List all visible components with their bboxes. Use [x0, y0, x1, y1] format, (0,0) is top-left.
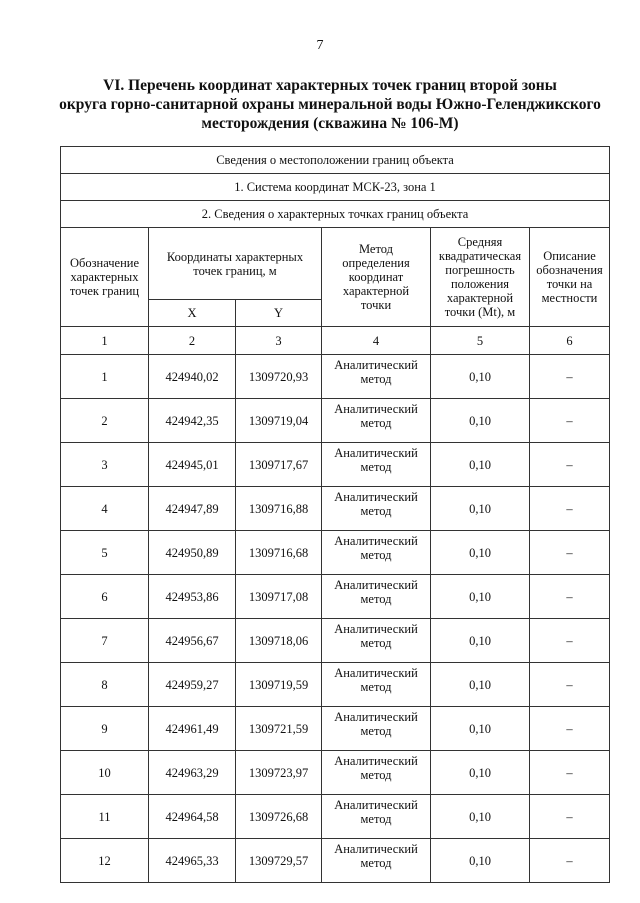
method: Аналитический метод: [322, 531, 431, 575]
coord-y: 1309717,08: [236, 575, 322, 619]
description: –: [530, 399, 610, 443]
accuracy: 0,10: [431, 399, 530, 443]
method: Аналитический метод: [322, 575, 431, 619]
coord-y: 1309720,93: [236, 355, 322, 399]
coord-y: 1309716,88: [236, 487, 322, 531]
points-info-row: 2. Сведения о характерных точках границ объекта: [61, 201, 610, 228]
table-row: [61, 575, 610, 619]
point-number: 2: [61, 399, 149, 443]
point-number: 8: [61, 663, 149, 707]
coord-x: 424963,29: [149, 751, 236, 795]
coord-x: 424945,01: [149, 443, 236, 487]
method: Аналитический метод: [322, 839, 431, 883]
col-number-2: 2: [149, 327, 236, 355]
col-header-coordinates: Координаты характерных точек границ, м: [149, 228, 322, 300]
col-header-method: Метод определения координат характерной точки: [322, 228, 431, 327]
coord-y: 1309719,59: [236, 663, 322, 707]
accuracy: 0,10: [431, 443, 530, 487]
method: Аналитический метод: [322, 751, 431, 795]
method: Аналитический метод: [322, 707, 431, 751]
method: Аналитический метод: [322, 443, 431, 487]
description: –: [530, 663, 610, 707]
coord-y: 1309723,97: [236, 751, 322, 795]
coord-x: 424965,33: [149, 839, 236, 883]
coord-x: 424961,49: [149, 707, 236, 751]
table-row: [61, 443, 610, 487]
coord-y: 1309716,68: [236, 531, 322, 575]
coord-x: 424950,89: [149, 531, 236, 575]
point-number: 3: [61, 443, 149, 487]
description: –: [530, 487, 610, 531]
coord-x: 424959,27: [149, 663, 236, 707]
point-number: 12: [61, 839, 149, 883]
description: –: [530, 443, 610, 487]
accuracy: 0,10: [431, 575, 530, 619]
method: Аналитический метод: [322, 355, 431, 399]
coord-x: 424964,58: [149, 795, 236, 839]
method: Аналитический метод: [322, 487, 431, 531]
accuracy: 0,10: [431, 707, 530, 751]
table-row: [61, 531, 610, 575]
col-number-3: 3: [236, 327, 322, 355]
coord-x: 424942,35: [149, 399, 236, 443]
coord-system-row: 1. Система координат МСК-23, зона 1: [61, 174, 610, 201]
description: –: [530, 575, 610, 619]
table-row: [61, 487, 610, 531]
col-header-y: Y: [236, 300, 322, 327]
table-row: [61, 751, 610, 795]
coord-y: 1309719,04: [236, 399, 322, 443]
accuracy: 0,10: [431, 751, 530, 795]
point-number: 9: [61, 707, 149, 751]
point-number: 4: [61, 487, 149, 531]
description: –: [530, 531, 610, 575]
coord-x: 424953,86: [149, 575, 236, 619]
title-line-1: VI. Перечень координат характерных точек границ второй зоны: [103, 77, 557, 94]
accuracy: 0,10: [431, 795, 530, 839]
document-title: [40, 76, 620, 133]
accuracy: 0,10: [431, 663, 530, 707]
col-header-x: X: [149, 300, 236, 327]
coordinates-table: [60, 146, 610, 883]
coord-y: 1309718,06: [236, 619, 322, 663]
coord-y: 1309726,68: [236, 795, 322, 839]
col-number-6: 6: [530, 327, 610, 355]
accuracy: 0,10: [431, 355, 530, 399]
point-number: 1: [61, 355, 149, 399]
accuracy: 0,10: [431, 619, 530, 663]
coord-x: 424947,89: [149, 487, 236, 531]
col-number-1: 1: [61, 327, 149, 355]
coord-x: 424940,02: [149, 355, 236, 399]
description: –: [530, 751, 610, 795]
title-line-2: округа горно-санитарной охраны минеральной воды Южно-Геленджикского: [59, 96, 601, 113]
table-row: [61, 399, 610, 443]
description: –: [530, 839, 610, 883]
accuracy: 0,10: [431, 531, 530, 575]
coord-y: 1309721,59: [236, 707, 322, 751]
table-row: [61, 707, 610, 751]
title-line-3: месторождения (скважина № 106-М): [201, 115, 459, 132]
accuracy: 0,10: [431, 487, 530, 531]
table-header: Сведения о местоположении границ объекта: [61, 147, 610, 174]
table-row: [61, 839, 610, 883]
point-number: 5: [61, 531, 149, 575]
col-number-5: 5: [431, 327, 530, 355]
method: Аналитический метод: [322, 795, 431, 839]
col-header-designation: Обозначение характерных точек границ: [61, 228, 149, 327]
coord-y: 1309729,57: [236, 839, 322, 883]
table-row: [61, 795, 610, 839]
col-header-accuracy: Средняя квадратическая погрешность положения характерной точки (Mt), м: [431, 228, 530, 327]
page-number: 7: [316, 38, 324, 53]
point-number: 7: [61, 619, 149, 663]
col-number-4: 4: [322, 327, 431, 355]
table-row: [61, 663, 610, 707]
description: –: [530, 795, 610, 839]
point-number: 10: [61, 751, 149, 795]
coord-y: 1309717,67: [236, 443, 322, 487]
table-row: [61, 355, 610, 399]
coord-x: 424956,67: [149, 619, 236, 663]
point-number: 11: [61, 795, 149, 839]
description: –: [530, 355, 610, 399]
point-number: 6: [61, 575, 149, 619]
description: –: [530, 619, 610, 663]
description: –: [530, 707, 610, 751]
col-header-description: Описание обозначения точки на местности: [530, 228, 610, 327]
method: Аналитический метод: [322, 399, 431, 443]
method: Аналитический метод: [322, 663, 431, 707]
accuracy: 0,10: [431, 839, 530, 883]
method: Аналитический метод: [322, 619, 431, 663]
table-row: [61, 619, 610, 663]
